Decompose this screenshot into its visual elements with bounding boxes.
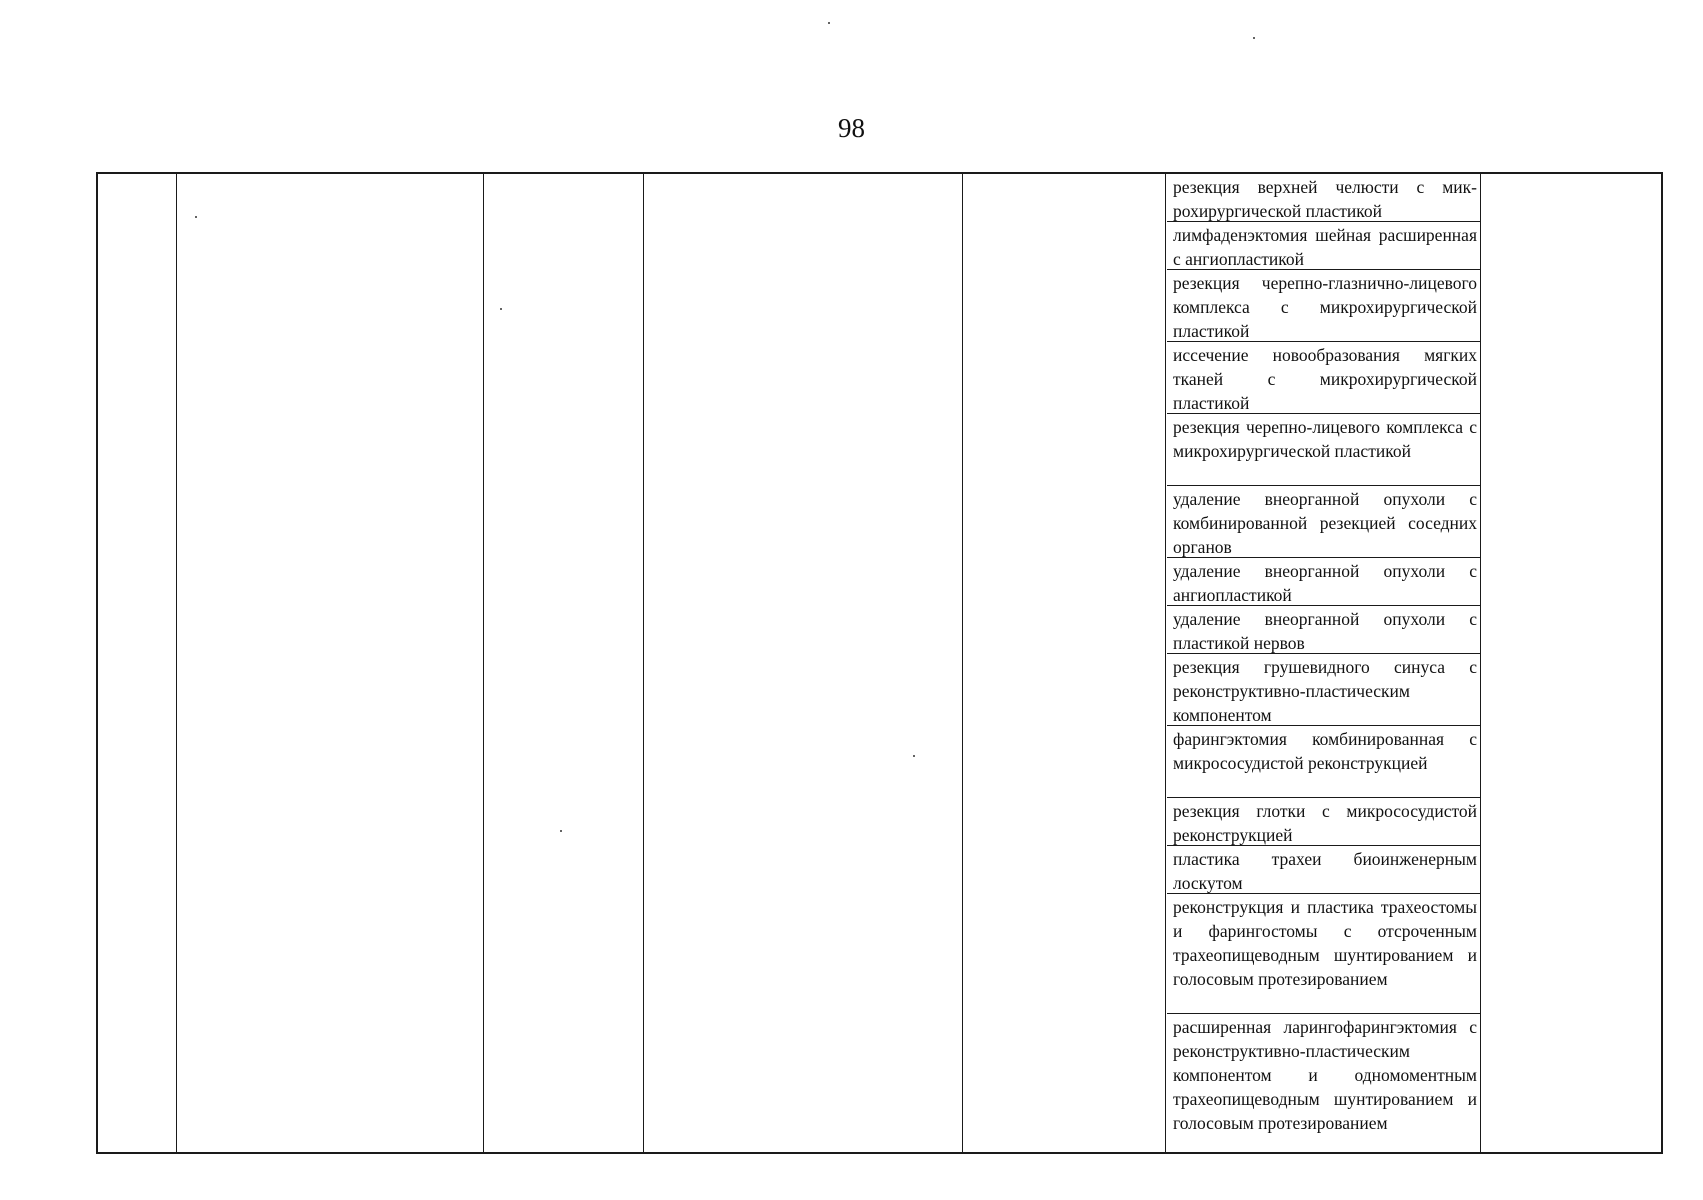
- procedure-cell: резекция черепно-лицевого комплекса с микрохирургической пластикой: [1167, 414, 1480, 486]
- column-divider: [962, 174, 963, 1152]
- procedure-cell: фарингэктомия комбинированная с микрососудистой реконструкцией: [1167, 726, 1480, 798]
- page-number: 98: [838, 113, 865, 143]
- procedure-cell: удаление внеорганной опухоли с пластикой нервов: [1167, 606, 1480, 654]
- column-divider: [1480, 174, 1481, 1152]
- scan-speck: [828, 22, 830, 24]
- procedures-table: [96, 172, 1663, 1154]
- column-divider: [643, 174, 644, 1152]
- procedure-cell: резекция глотки с микрососудистой реконструкцией: [1167, 798, 1480, 846]
- procedure-cell: удаление внеорганной опухоли с ангиопластикой: [1167, 558, 1480, 606]
- procedure-cell: иссечение новообразования мягких тканей с микрохирургической пластикой: [1167, 342, 1480, 414]
- column-divider: [176, 174, 177, 1152]
- procedure-cell: лимфаденэктомия шейная расширенная с ангиопластикой: [1167, 222, 1480, 270]
- scan-speck: [1253, 37, 1255, 39]
- procedure-cell: резекция черепно-глазнично-лицевого комплекса с микрохирургической пластикой: [1167, 270, 1480, 342]
- procedure-cell: пластика трахеи биоинженерным лоскутом: [1167, 846, 1480, 894]
- procedures-column: [1167, 174, 1480, 1152]
- procedure-cell: резекция верхней челюсти с микрохирургической пластикой: [1167, 174, 1480, 222]
- column-divider: [483, 174, 484, 1152]
- procedure-cell: удаление внеорганной опухоли с комбинированной резекцией соседних органов: [1167, 486, 1480, 558]
- column-divider: [1165, 174, 1166, 1152]
- procedure-cell: реконструкция и пластика трахеостомы и фарингостомы с отсроченным трахеопищеводным шунтированием и голосовым протезированием: [1167, 894, 1480, 1014]
- procedure-cell: резекция грушевидного синуса с реконструктивно-пластическим компонентом: [1167, 654, 1480, 726]
- procedure-cell: расширенная ларингофарингэктомия с реконструктивно-пластическим компонентом и одномоментным трахеопищеводным шунтированием и голосовым протезированием: [1173, 1017, 1477, 1133]
